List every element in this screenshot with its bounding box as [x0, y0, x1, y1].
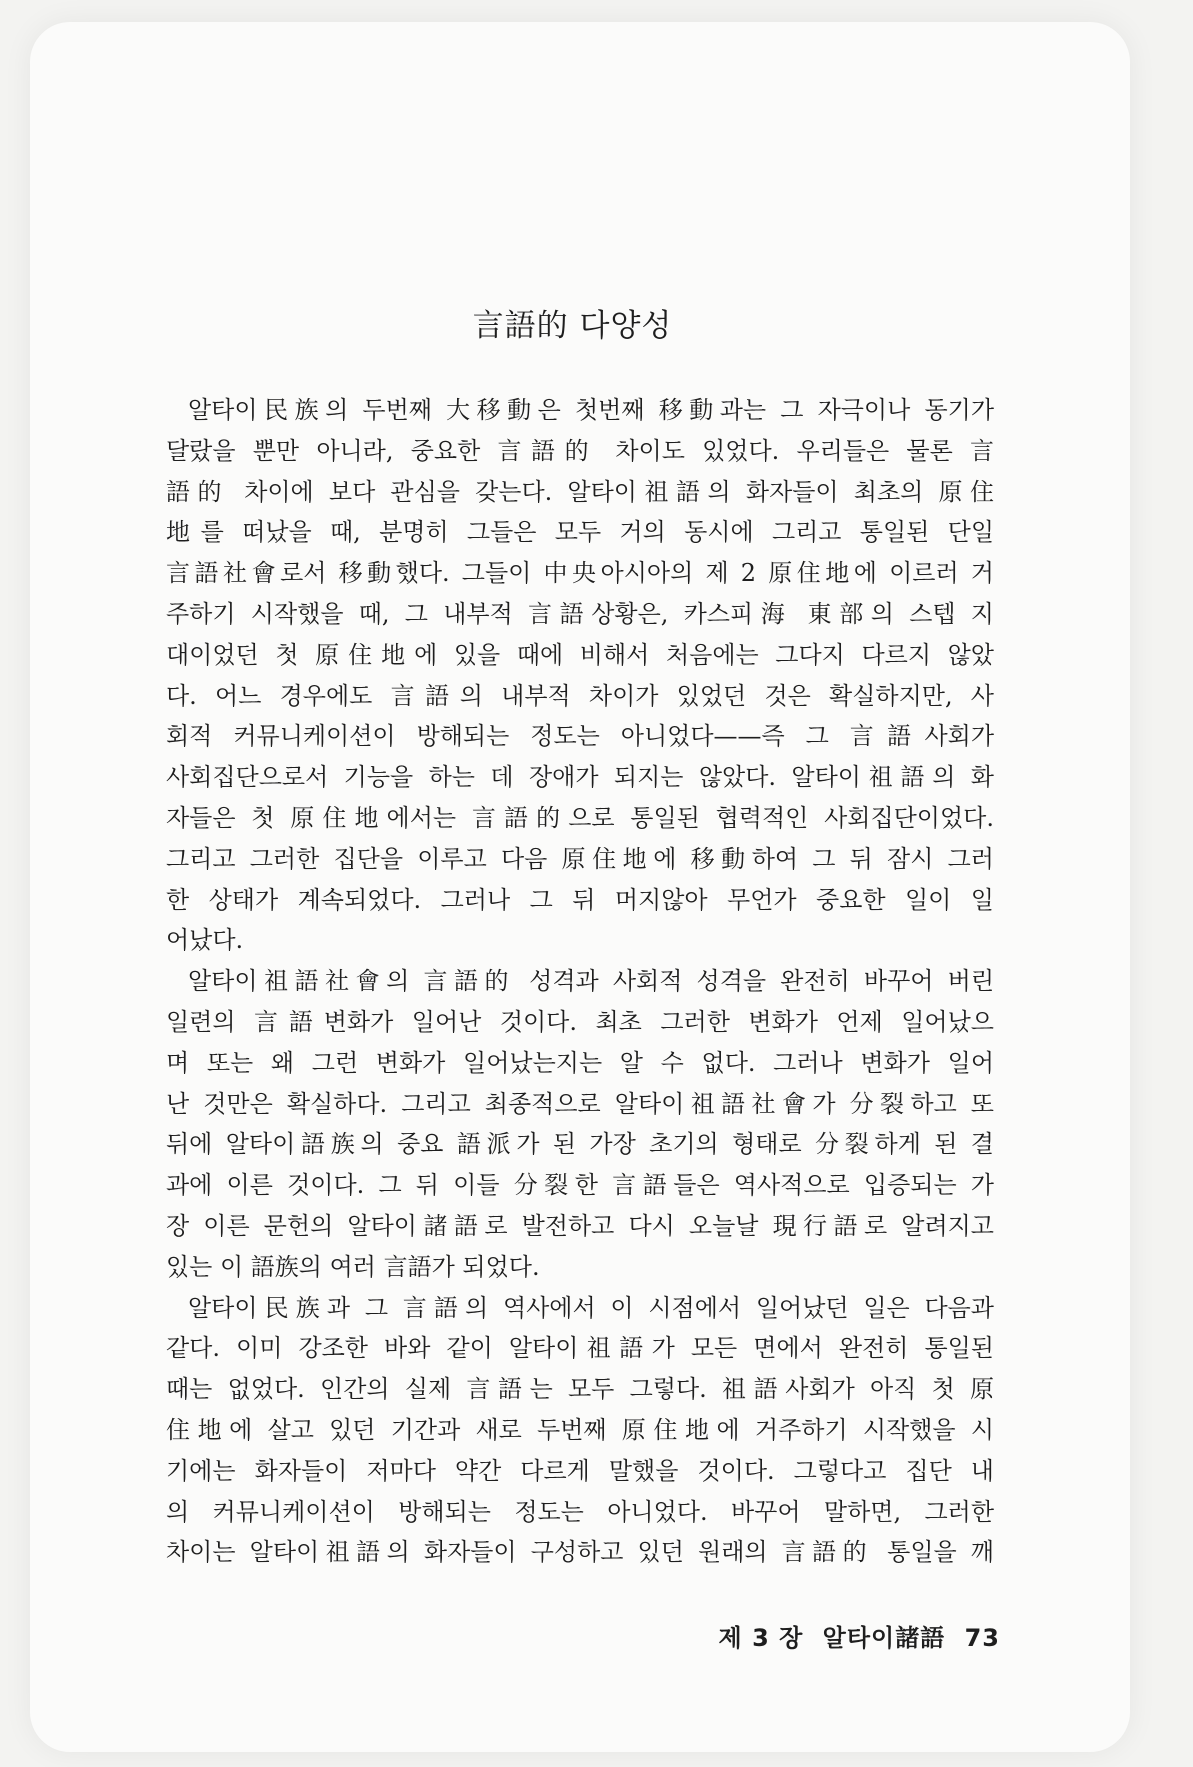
- text-line: 차이는 알타이祖語의 화자들이 구성하고 있던 원래의 言語的 통일을 깨: [166, 1538, 994, 1567]
- body-text: [166, 390, 994, 1573]
- text-line: 다. 어느 경우에도 言語의 내부적 차이가 있었던 것은 확실하지만, 사: [166, 681, 994, 710]
- running-title: 알타이諸語: [822, 1624, 946, 1652]
- text-line: 과에 이른 것이다. 그 뒤 이들 分裂한 言語들은 역사적으로 입증되는 가: [166, 1171, 994, 1200]
- text-line: 달랐을 뿐만 아니라, 중요한 言語的 차이도 있었다. 우리들은 물론 言: [166, 436, 994, 465]
- text-line: 주하기 시작했을 때, 그 내부적 言語상황은, 카스피海 東部의 스텝 지: [166, 599, 994, 628]
- text-line: 자들은 첫 原住地에서는 言語的으로 통일된 협력적인 사회집단이었다.: [166, 803, 994, 832]
- page-footer: [680, 1618, 1000, 1653]
- text-line: 알타이民族과 그 言語의 역사에서 이 시점에서 일어났던 일은 다음과: [188, 1293, 994, 1322]
- text-line: 일련의 言語변화가 일어난 것이다. 최초 그러한 변화가 언제 일어났으: [166, 1007, 994, 1036]
- text-line: 그리고 그러한 집단을 이루고 다음 原住地에 移動하여 그 뒤 잠시 그러: [166, 844, 994, 873]
- text-line: 기에는 화자들이 저마다 약간 다르게 말했을 것이다. 그렇다고 집단 내: [166, 1456, 994, 1485]
- text-line: 장 이른 문헌의 알타이諸語로 발전하고 다시 오늘날 現行語로 알려지고: [166, 1211, 994, 1240]
- text-line: 때는 없었다. 인간의 실제 言語는 모두 그렇다. 祖語사회가 아직 첫 原: [166, 1375, 994, 1404]
- section-heading: 言語的 다양성: [472, 308, 673, 344]
- text-line: 며 또는 왜 그런 변화가 일어났는지는 알 수 없다. 그러나 변화가 일어: [166, 1048, 994, 1077]
- chapter-label: 제 3 장: [718, 1624, 804, 1652]
- text-line: 의 커뮤니케이션이 방해되는 정도는 아니었다. 바꾸어 말하면, 그러한: [166, 1497, 994, 1526]
- text-line: 대이었던 첫 原住地에 있을 때에 비해서 처음에는 그다지 다르지 않았: [166, 640, 994, 669]
- text-line: 알타이祖語社會의 言語的 성격과 사회적 성격을 완전히 바꾸어 버린: [188, 967, 994, 996]
- text-line: 어났다.: [166, 926, 244, 955]
- text-line: 地를 떠났을 때, 분명히 그들은 모두 거의 동시에 그리고 통일된 단일: [166, 518, 994, 547]
- text-line: 알타이民族의 두번째 大移動은 첫번째 移動과는 그 자극이나 동기가: [188, 396, 994, 424]
- text-line: 난 것만은 확실하다. 그리고 최종적으로 알타이祖語社會가 分裂하고 또: [166, 1089, 994, 1118]
- text-line: 語的 차이에 보다 관심을 갖는다. 알타이祖語의 화자들이 최초의 原住: [166, 477, 994, 506]
- text-line: 言語社會로서 移動했다. 그들이 中央아시아의 제 2 原住地에 이르러 거: [166, 559, 994, 588]
- text-line: 있는 이 語族의 여러 言語가 되었다.: [166, 1252, 540, 1281]
- text-line: 사회집단으로서 기능을 하는 데 장애가 되지는 않았다. 알타이祖語의 화: [166, 763, 994, 792]
- text-line: 같다. 이미 강조한 바와 같이 알타이祖語가 모든 면에서 완전히 통일된: [166, 1334, 994, 1363]
- text-line: 회적 커뮤니케이션이 방해되는 정도는 아니었다——즉 그 言語사회가: [166, 722, 994, 751]
- text-line: 뒤에 알타이語族의 중요 語派가 된 가장 초기의 형태로 分裂하게 된 결: [166, 1130, 994, 1159]
- text-line: 住地에 살고 있던 기간과 새로 두번째 原住地에 거주하기 시작했을 시: [166, 1415, 994, 1444]
- page-number: 73: [964, 1624, 1000, 1652]
- text-line: 한 상태가 계속되었다. 그러나 그 뒤 머지않아 무언가 중요한 일이 일: [166, 885, 994, 914]
